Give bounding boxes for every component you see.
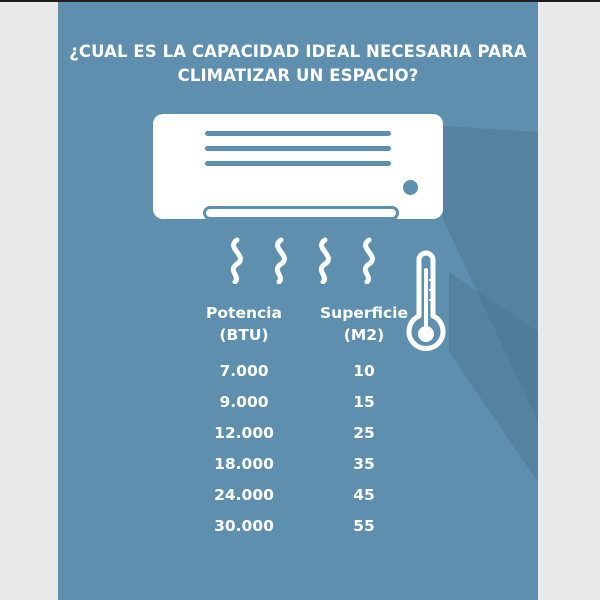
m2-cell: 45: [353, 486, 375, 504]
title-line-2: CLIMATIZAR UN ESPACIO?: [177, 66, 419, 85]
title-line-1: ¿CUAL ES LA CAPACIDAD IDEAL NECESARIA PARA: [69, 42, 527, 61]
vent-line: [205, 131, 391, 136]
airflow-icon: [223, 236, 383, 284]
table-row: [188, 356, 428, 387]
table-body: [188, 356, 428, 542]
m2-cell: 10: [353, 362, 375, 380]
header-potencia-label: Potencia: [206, 304, 282, 322]
header-potencia: [188, 302, 300, 346]
air-flap: [203, 206, 399, 220]
btu-cell: 7.000: [219, 362, 269, 380]
table-row: [188, 480, 428, 511]
btu-cell: 9.000: [219, 393, 269, 411]
infographic-poster: [58, 2, 538, 600]
table-row: [188, 387, 428, 418]
table-row: [188, 418, 428, 449]
header-superficie-unit: (M2): [343, 326, 385, 344]
m2-cell: 55: [353, 517, 375, 535]
capacity-table: [188, 302, 428, 542]
btu-cell: 24.000: [214, 486, 274, 504]
indicator-light-icon: [403, 180, 418, 195]
m2-cell: 25: [353, 424, 375, 442]
header-superficie-label: Superficie: [320, 304, 408, 322]
btu-cell: 12.000: [214, 424, 274, 442]
m2-cell: 35: [353, 455, 375, 473]
table-header: [188, 302, 428, 346]
table-row: [188, 511, 428, 542]
btu-cell: 30.000: [214, 517, 274, 535]
page-title: [58, 40, 538, 88]
vent-line: [205, 146, 391, 151]
table-row: [188, 449, 428, 480]
header-superficie: [308, 302, 420, 346]
air-conditioner-icon: [153, 114, 443, 219]
header-potencia-unit: (BTU): [219, 326, 269, 344]
vent-line: [205, 161, 391, 166]
m2-cell: 15: [353, 393, 375, 411]
btu-cell: 18.000: [214, 455, 274, 473]
